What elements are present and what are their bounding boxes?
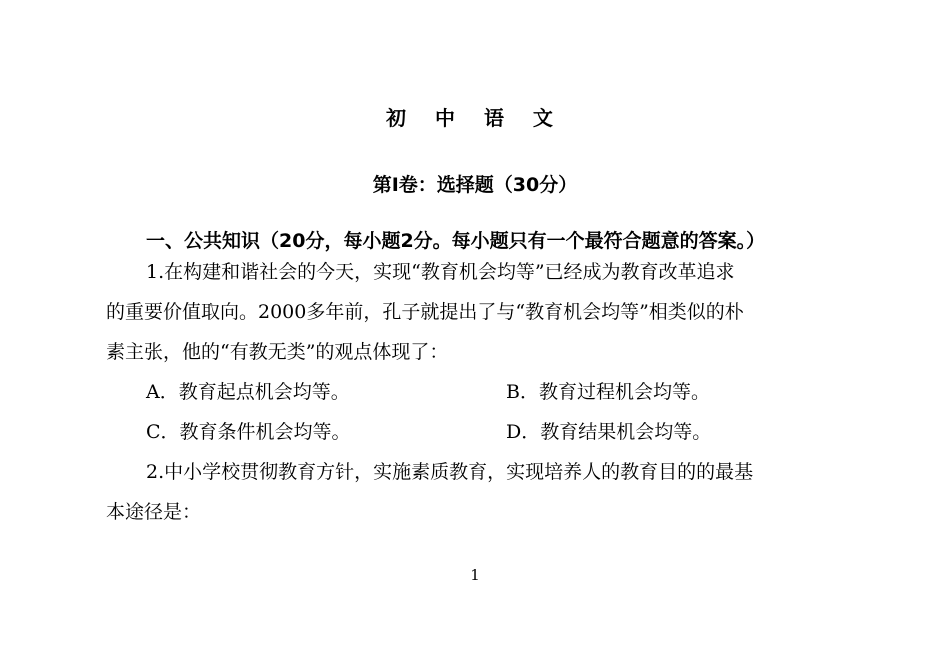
question-1-line-1: 1.在构建和谐社会的今天，实现“教育机会均等”已经成为教育改革追求 [146,261,735,283]
question-1-option-b: B．教育过程机会均等。 [506,381,710,403]
question-1-option-a: A．教育起点机会均等。 [146,381,350,403]
question-2-line-1: 2.中小学校贯彻教育方针，实施素质教育，实现培养人的教育目的的最基 [146,461,754,483]
page-title: 初 中 语 文 [386,106,564,130]
question-1-option-c: C．教育条件机会均等。 [146,421,351,443]
section-heading: 第Ⅰ卷：选择题（30分） [372,174,578,196]
question-1-option-d: D．教育结果机会均等。 [506,421,712,443]
question-2-line-2: 本途径是： [106,501,202,523]
question-1-line-3: 素主张，他的“有教无类”的观点体现了： [106,341,449,363]
page-number: 1 [470,566,480,584]
question-1-line-2: 的重要价值取向。2000多年前，孔子就提出了与“教育机会均等”相类似的朴 [106,301,744,323]
part-instruction: 一、公共知识（20分，每小题2分。每小题只有一个最符合题意的答案。） [146,230,766,252]
